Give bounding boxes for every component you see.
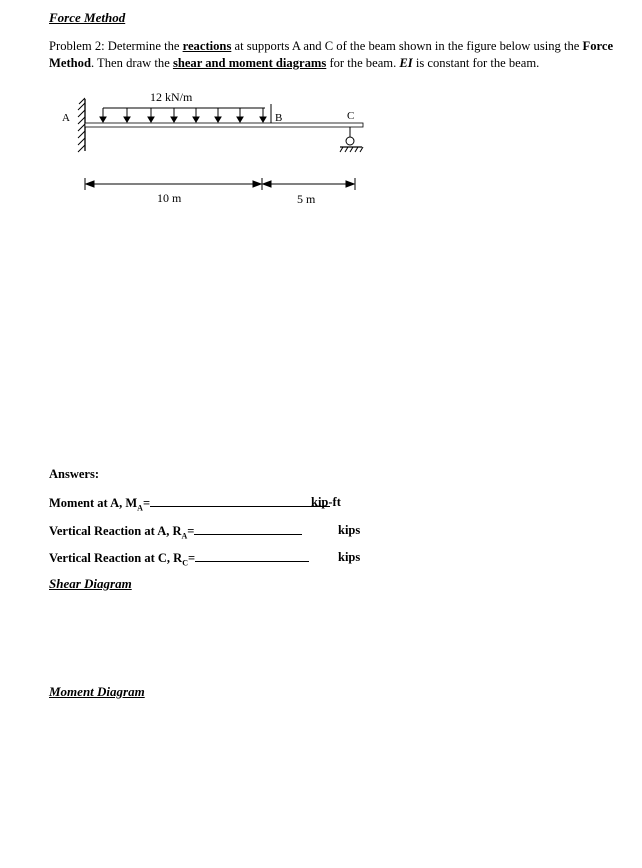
- shear-diagram-heading: Shear Diagram: [49, 576, 132, 591]
- ra-unit: kips: [338, 523, 361, 537]
- beam-figure: [0, 0, 642, 220]
- rc-blank[interactable]: [195, 550, 309, 562]
- moment-a-unit: kip-ft: [311, 495, 341, 509]
- label-b: B: [275, 112, 283, 124]
- rc-equals: =: [187, 551, 196, 565]
- moment-a-blank[interactable]: [150, 495, 330, 507]
- moment-a-equals: =: [142, 496, 151, 510]
- page-title: Force Method: [49, 10, 126, 25]
- dim-ab-label: 10 m: [157, 191, 182, 205]
- rc-unit: kips: [338, 550, 361, 564]
- moment-a-row: [49, 495, 330, 513]
- label-a: A: [62, 112, 70, 124]
- ra-label: Vertical Reaction at A, R: [49, 524, 182, 538]
- fixed-support-a: [78, 98, 85, 152]
- problem-mid1: at supports A and C of the beam shown in the figure below using the: [231, 39, 583, 53]
- problem-tail: is constant for the beam.: [412, 56, 540, 70]
- diagrams-term: shear and moment diagrams: [172, 56, 327, 70]
- problem-lead: Problem 2: Determine the: [49, 39, 183, 53]
- answers-heading: Answers:: [49, 467, 99, 481]
- reactions-term: reactions: [182, 39, 232, 53]
- rc-sub: C: [182, 558, 188, 568]
- force-method-term: Force Method: [49, 39, 614, 70]
- ra-equals: =: [187, 524, 195, 538]
- rc-label: Vertical Reaction at C, R: [49, 551, 183, 565]
- load-label: 12 kN/m: [150, 90, 193, 104]
- ei-term: EI: [399, 56, 413, 70]
- dimension-lines: [85, 178, 355, 190]
- ra-blank[interactable]: [194, 523, 302, 535]
- moment-a-label: Moment at A, M: [49, 496, 138, 510]
- ra-row: [49, 523, 302, 541]
- beam: [85, 123, 363, 127]
- problem-mid3: for the beam.: [326, 56, 400, 70]
- rc-row: [49, 550, 309, 568]
- label-c: C: [347, 110, 355, 122]
- distributed-load: [100, 108, 266, 122]
- dim-bc-label: 5 m: [297, 192, 316, 206]
- problem-mid2: . Then draw the: [90, 56, 173, 70]
- moment-diagram-heading: Moment Diagram: [49, 684, 145, 699]
- roller-support-c: [340, 127, 363, 152]
- ra-sub: A: [181, 531, 188, 541]
- moment-a-sub: A: [137, 503, 143, 513]
